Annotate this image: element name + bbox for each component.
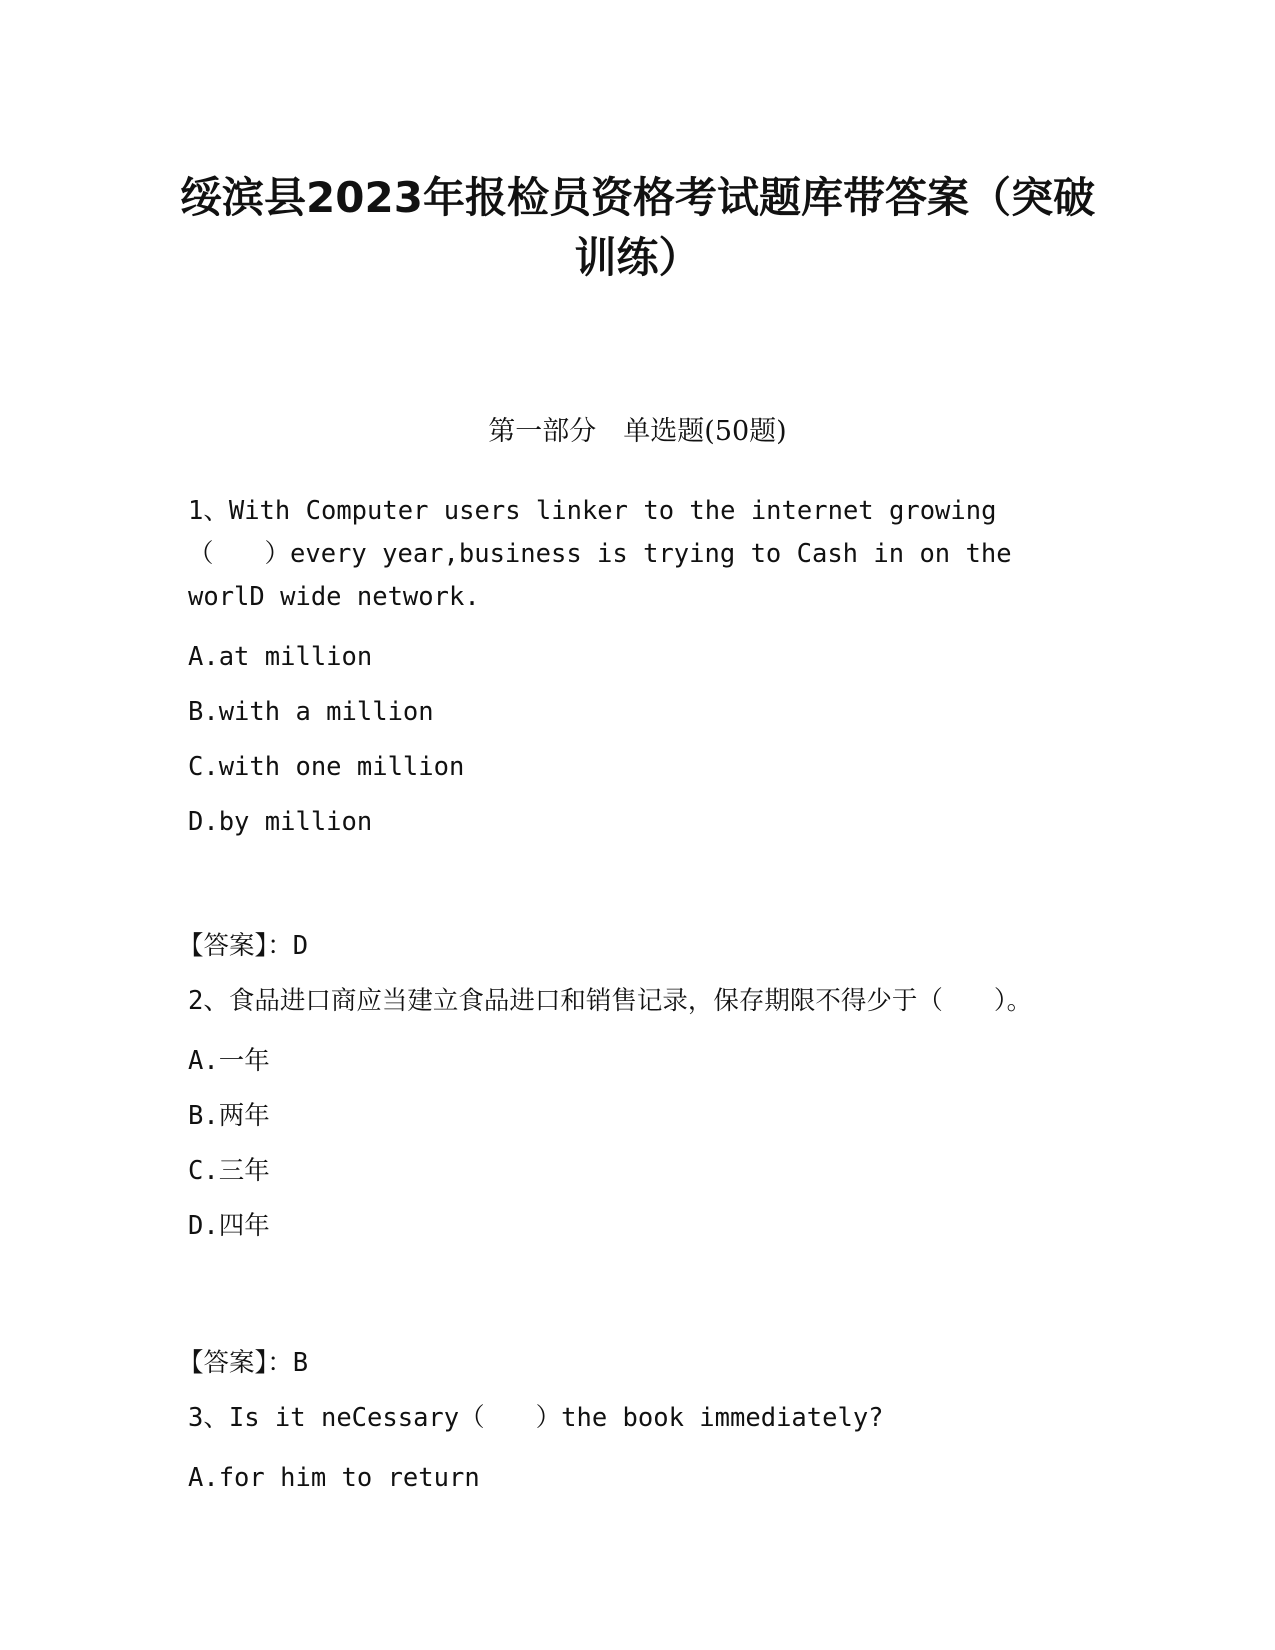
option-d: D.by million: [188, 807, 373, 837]
question-stem: 2、食品进口商应当建立食品进口和销售记录，保存期限不得少于（ ）。: [188, 986, 1033, 1016]
option-d: D.四年: [188, 1211, 270, 1241]
option-b: B.with a million: [188, 697, 434, 727]
option-c: C.with one million: [188, 752, 465, 782]
section-heading: 第一部分 单选题(50题): [488, 416, 787, 447]
question-3: [188, 1397, 1068, 1495]
option-a: A.for him to return: [188, 1463, 480, 1493]
option-b: B.两年: [188, 1101, 270, 1131]
option-a: A.一年: [188, 1046, 270, 1076]
option-c: C.三年: [188, 1156, 270, 1186]
document-title: 绥滨县2023年报检员资格考试题库带答案（突破训练）: [180, 173, 1095, 283]
question-2: [188, 980, 1068, 1243]
answer-2: 【答案】：B: [178, 1348, 309, 1378]
answer-1: 【答案】：D: [178, 931, 309, 961]
option-a: A.at million: [188, 642, 373, 672]
question-stem: 3、Is it neCessary（ ）the book immediately?: [188, 1403, 884, 1433]
question-stem: 1、With Computer users linker to the internet growing（ ）every year,business is trying to Cash in on the worlD wide network.: [188, 496, 1012, 612]
question-1: [188, 490, 1068, 839]
